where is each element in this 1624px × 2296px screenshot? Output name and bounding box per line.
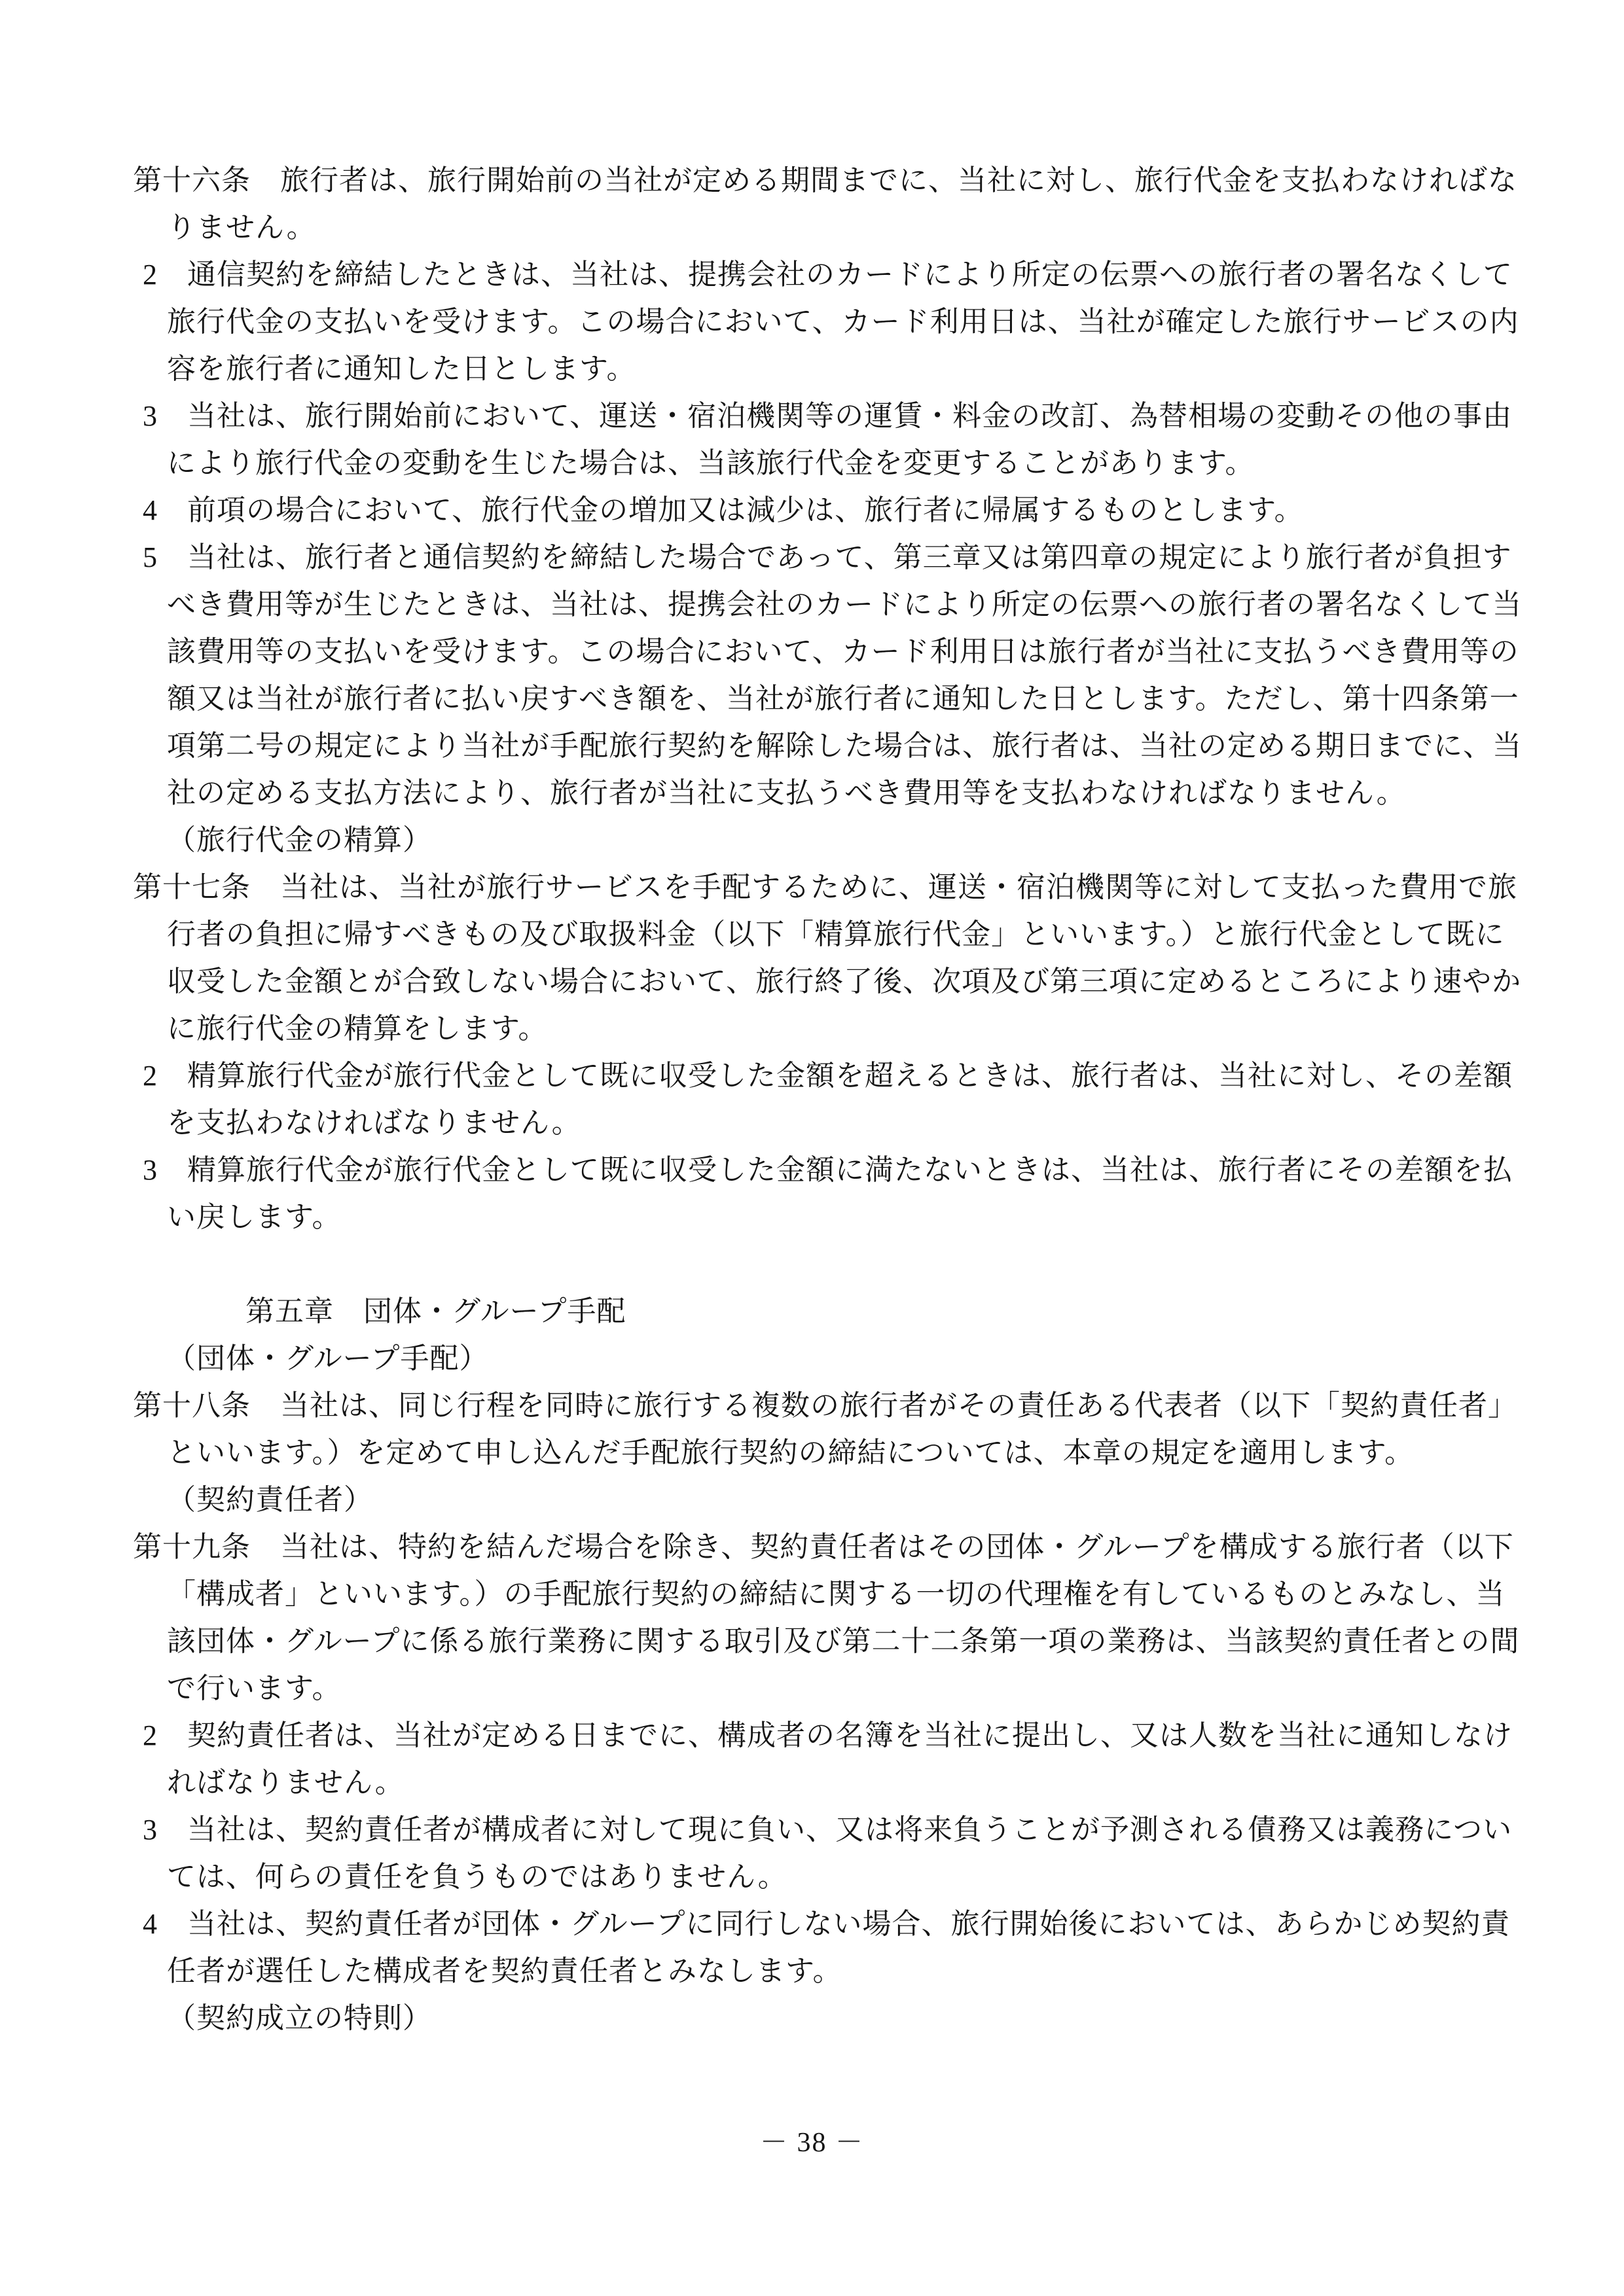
text-line: 3 当社は、契約責任者が構成者に対して現に負い、又は将来負うことが予測される債務又は義務につい — [143, 1814, 1513, 1846]
text-line: 旅行代金の支払いを受けます。この場合において、カード利用日は、当社が確定した旅行サービスの内 — [167, 306, 1519, 338]
text-line: に旅行代金の精算をします。 — [167, 1013, 548, 1045]
text-line: りません。 — [167, 211, 316, 243]
text-line: 3 精算旅行代金が旅行代金として既に収受した金額に満たないときは、当社は、旅行者にその差額を払 — [143, 1154, 1513, 1186]
text-line: 任者が選任した構成者を契約責任者とみなします。 — [167, 1955, 842, 1987]
text-line: 第十九条 当社は、特約を結んだ場合を除き、契約責任者はその団体・グループを構成する旅行者（以下 — [133, 1531, 1514, 1563]
text-line: べき費用等が生じたときは、当社は、提携会社のカードにより所定の伝票への旅行者の署名なくして当 — [167, 588, 1522, 620]
text-line: 第十七条 当社は、当社が旅行サービスを手配するために、運送・宿泊機関等に対して支払った費用で旅 — [133, 871, 1517, 903]
text-line: い戻します。 — [167, 1201, 342, 1233]
text-line: 収受した金額とが合致しない場合において、旅行終了後、次項及び第三項に定めるところにより速やか — [167, 965, 1522, 997]
text-line: 3 当社は、旅行開始前において、運送・宿泊機関等の運賃・料金の改訂、為替相場の変動その他の事由 — [143, 400, 1513, 432]
text-line: 容を旅行者に通知した日とします。 — [167, 353, 636, 385]
text-line: 2 通信契約を締結したときは、当社は、提携会社のカードにより所定の伝票への旅行者の署名なくして — [143, 259, 1513, 291]
text-line: ては、何らの責任を負うものではありません。 — [167, 1861, 787, 1893]
text-line: ればなりません。 — [167, 1767, 405, 1799]
text-line: 5 当社は、旅行者と通信契約を締結した場合であって、第三章又は第四章の規定により旅行者が負担す — [143, 541, 1512, 573]
text-line: 「構成者」といいます。）の手配旅行契約の締結に関する一切の代理権を有しているものとみなし、当 — [167, 1578, 1506, 1610]
text-line: 2 契約責任者は、当社が定める日までに、構成者の名簿を当社に提出し、又は人数を当社に通知しなけ — [143, 1719, 1513, 1751]
text-line: （契約成立の特則） — [167, 2002, 432, 2034]
text-line: 4 当社は、契約責任者が団体・グループに同行しない場合、旅行開始後においては、あらかじめ契約責 — [143, 1908, 1511, 1940]
text-line: 4 前項の場合において、旅行代金の増加又は減少は、旅行者に帰属するものとします。 — [143, 494, 1304, 526]
text-line: （旅行代金の精算） — [167, 824, 432, 856]
text-line: （団体・グループ手配） — [167, 1342, 489, 1374]
text-line: を支払わなければなりません。 — [167, 1107, 581, 1139]
document-body — [133, 157, 1521, 2042]
page-number: － 38 － — [759, 2128, 864, 2158]
text-line: 額又は当社が旅行者に払い戻すべき額を、当社が旅行者に通知した日とします。ただし、第十四条第一 — [167, 683, 1519, 715]
text-line: 該費用等の支払いを受けます。この場合において、カード利用日は旅行者が当社に支払うべき費用等の — [167, 636, 1519, 668]
text-line: で行います。 — [167, 1672, 342, 1704]
text-line: 第五章 団体・グループ手配 — [245, 1295, 626, 1327]
text-line: により旅行代金の変動を生じた場合は、当該旅行代金を変更することがあります。 — [167, 447, 1255, 479]
text-line: 2 精算旅行代金が旅行代金として既に収受した金額を超えるときは、旅行者は、当社に対し、その差額 — [143, 1060, 1513, 1092]
text-line: 社の定める支払方法により、旅行者が当社に支払うべき費用等を支払わなければなりません。 — [167, 777, 1406, 809]
text-line: 第十六条 旅行者は、旅行開始前の当社が定める期間までに、当社に対し、旅行代金を支払わなければな — [133, 164, 1517, 196]
text-line: 行者の負担に帰すべきもの及び取扱料金（以下「精算旅行代金」といいます。）と旅行代金として既に — [167, 918, 1505, 950]
text-line: 第十八条 当社は、同じ行程を同時に旅行する複数の旅行者がその責任ある代表者（以下「契約責任者」 — [133, 1390, 1517, 1422]
text-line: 該団体・グループに係る旅行業務に関する取引及び第二十二条第一項の業務は、当該契約責任者との間 — [167, 1625, 1520, 1657]
text-line: といいます。）を定めて申し込んだ手配旅行契約の締結については、本章の規定を適用します。 — [167, 1437, 1415, 1469]
text-line: 項第二号の規定により当社が手配旅行契約を解除した場合は、旅行者は、当社の定める期日までに、当 — [167, 730, 1522, 762]
text-line: （契約責任者） — [167, 1484, 373, 1516]
blank-line — [133, 1241, 1521, 1288]
